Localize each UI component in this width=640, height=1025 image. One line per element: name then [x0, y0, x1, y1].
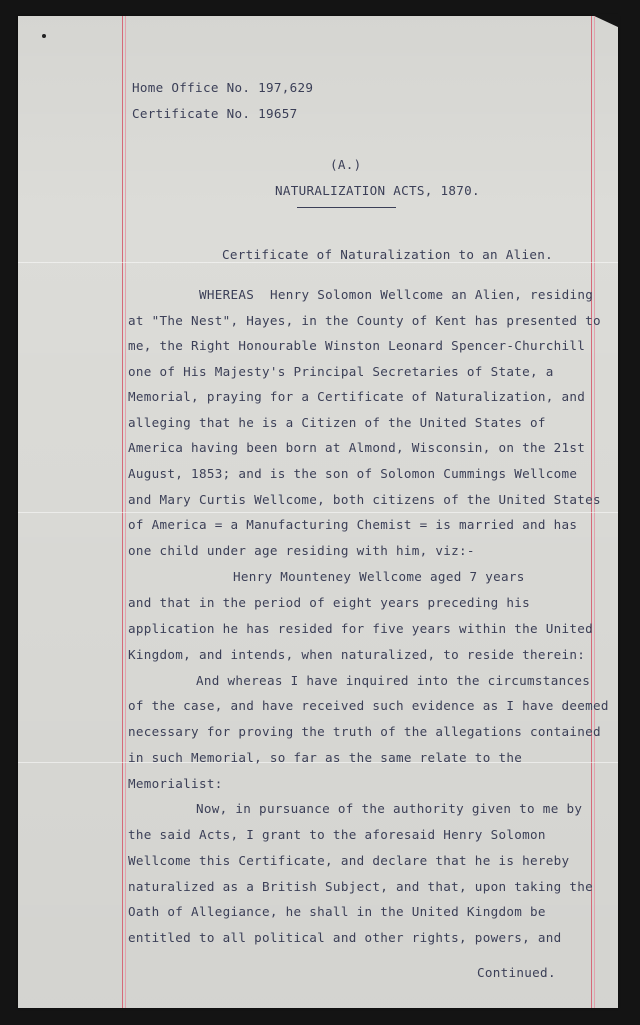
schedule-label: (A.) [330, 157, 362, 172]
punch-hole [42, 34, 46, 38]
body-line: Kingdom, and intends, when naturalized, to reside therein: [128, 647, 586, 662]
body-line: application he has resided for five years within the United [128, 621, 594, 636]
body-line: of the case, and have received such evidence as I have deemed [128, 698, 609, 713]
home-office-number: Home Office No. 197,629 [132, 80, 314, 95]
body-line: and Mary Curtis Wellcome, both citizens of the United States [128, 492, 601, 507]
body-line: me, the Right Honourable Winston Leonard Spencer-Churchill [128, 338, 586, 353]
act-title: NATURALIZATION ACTS, 1870. [275, 183, 480, 198]
continued-label: Continued. [477, 965, 556, 980]
body-line: August, 1853; and is the son of Solomon Cummings Wellcome [128, 466, 578, 481]
body-line: Oath of Allegiance, he shall in the United Kingdom be [128, 904, 546, 919]
body-line: And whereas I have inquired into the circumstances [196, 673, 591, 688]
body-line: alleging that he is a Citizen of the United States of [128, 415, 546, 430]
body-line: at "The Nest", Hayes, in the County of Kent has presented to [128, 313, 601, 328]
title-underline [297, 207, 396, 208]
body-line: necessary for proving the truth of the allegations contained [128, 724, 601, 739]
body-line: naturalized as a British Subject, and that, upon taking the [128, 879, 594, 894]
body-line: Memorialist: [128, 776, 223, 791]
body-line: of America = a Manufacturing Chemist = is married and has [128, 517, 578, 532]
body-line: in such Memorial, so far as the same relate to the [128, 750, 523, 765]
certificate-heading: Certificate of Naturalization to an Alien. [222, 247, 554, 262]
body-line: Wellcome this Certificate, and declare that he is hereby [128, 853, 570, 868]
body-line: one child under age residing with him, viz:- [128, 543, 475, 558]
body-line: WHEREAS Henry Solomon Wellcome an Alien, residing [199, 287, 594, 302]
body-line: the said Acts, I grant to the aforesaid Henry Solomon [128, 827, 546, 842]
body-line: Henry Mounteney Wellcome aged 7 years [233, 569, 525, 584]
body-line: one of His Majesty's Principal Secretaries of State, a [128, 364, 554, 379]
body-line: entitled to all political and other rights, powers, and [128, 930, 562, 945]
certificate-number: Certificate No. 19657 [132, 106, 298, 121]
paper-fold [18, 512, 618, 513]
body-line: and that in the period of eight years preceding his [128, 595, 530, 610]
body-line: Memorial, praying for a Certificate of Naturalization, and [128, 389, 586, 404]
paper-fold [18, 262, 618, 263]
body-line: America having been born at Almond, Wisconsin, on the 21st [128, 440, 586, 455]
body-line: Now, in pursuance of the authority given to me by [196, 801, 583, 816]
